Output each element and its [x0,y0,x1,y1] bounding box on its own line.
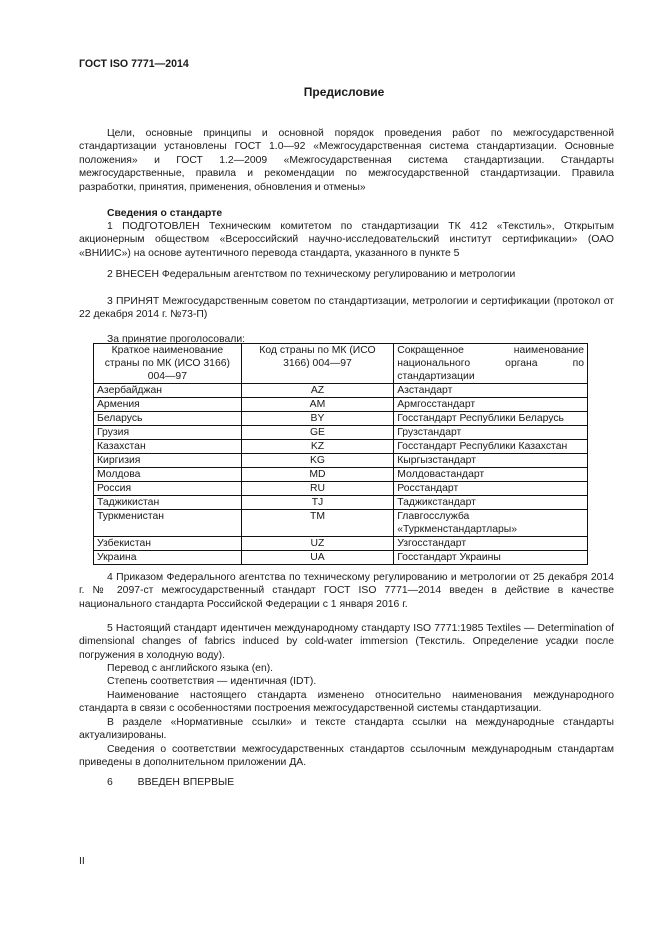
cell-body: Главгосслужба «Туркменстандартлары» [394,510,588,537]
table-row [94,412,588,426]
item-6-text: ВВЕДЕН ВПЕРВЫЕ [137,777,235,788]
cell-body: Росстандарт [394,482,588,496]
cell-country: Туркменистан [94,510,242,537]
item-4: 4 Приказом Федерального агентства по техническому регулированию и метрологии от 25 декабря 2014 г. № 2097-ст межгосударственный стандарт ГОСТ ISO 7771—2014 введен в действие в качестве национального стандарта Российской Федерации с 1 января 2016 г. [79,572,614,610]
cell-country: Узбекистан [94,537,242,551]
cell-country: Армения [94,398,242,412]
header-country: Краткое наименование страны по МК (ИСО 3166) 004—97 [94,344,242,384]
cell-country: Молдова [94,468,242,482]
page-title: Предисловие [303,85,385,99]
table-row [94,537,588,551]
cell-country: Азербайджан [94,384,242,398]
cell-body: Молдовастандарт [394,468,588,482]
cell-country: Россия [94,482,242,496]
table-row [94,551,588,565]
page-number: II [79,856,85,867]
cell-body: Грузстандарт [394,426,588,440]
cell-code: KZ [241,440,394,454]
table-row [94,440,588,454]
cell-body: Азстандарт [394,384,588,398]
table-header-row [94,344,588,384]
cell-body: Кыргызстандарт [394,454,588,468]
cell-code: TJ [241,496,394,510]
cell-body: Армгосстандарт [394,398,588,412]
item-2: 2 ВНЕСЕН Федеральным агентством по техническому регулированию и метрологии [107,269,516,280]
item-6-number: 6 [107,777,113,788]
table-row [94,510,588,537]
table-row [94,426,588,440]
cell-country: Казахстан [94,440,242,454]
item-1: 1 ПОДГОТОВЛЕН Техническим комитетом по стандартизации ТК 412 «Текстиль», Открытым акционерным обществом «Всероссийский научно-исследовательский институт сертификации» (ОАО «ВНИИС») на основе аутентичного перевода стандарта, указанного в пункте 5 [79,221,614,259]
item-5-references: В разделе «Нормативные ссылки» и тексте стандарта ссылки на международные стандарты актуализированы. [79,717,614,742]
document-header: ГОСТ ISO 7771—2014 [79,58,189,70]
intro-paragraph: Цели, основные принципы и основной порядок проведения работ по межгосударственной стандартизации установлены ГОСТ 1.0—92 «Межгосударственная система стандартизации. Основные положения» и ГОСТ 1.2—2009 «Межгосударственная система стандартизации. Стандарты межгосударственные, правила и рекомендации по межгосударственной стандартизации. Правила разработки, принятия, применения, обновления и отмены» [79,128,614,193]
table-row [94,496,588,510]
item-5-translation: Перевод с английского языка (en). [107,663,274,674]
voting-table [93,343,588,565]
item-5: 5 Настоящий стандарт идентичен международному стандарту ISO 7771:1985 Textiles — Determination of dimensional changes of fabrics induced by cold-water immersion (Текстиль. Определение усадки после погружения в холодную воду). [79,623,614,661]
cell-country: Беларусь [94,412,242,426]
cell-body: Госстандарт Республики Беларусь [394,412,588,426]
cell-code: GE [241,426,394,440]
item-6 [107,776,234,789]
item-5-name-change: Наименование настоящего стандарта изменено относительно наименования международного стандарта в связи с особенностями построения межгосударственной системы стандартизации. [79,690,614,715]
cell-code: BY [241,412,394,426]
item-5-appendix: Сведения о соответствии межгосударственных стандартов ссылочным международным стандартам приведены в дополнительном приложении ДА. [79,744,614,769]
vote-label: За принятие проголосовали: [107,334,246,345]
cell-body: Госстандарт Республики Казахстан [394,440,588,454]
cell-country: Таджикистан [94,496,242,510]
cell-code: RU [241,482,394,496]
cell-code: UA [241,551,394,565]
cell-country: Киргизия [94,454,242,468]
header-body: Сокращенное наименование национального органа по стандартизации [394,344,588,384]
table-row [94,468,588,482]
cell-body: Таджикстандарт [394,496,588,510]
item-3: 3 ПРИНЯТ Межгосударственным советом по стандартизации, метрологии и сертификации (протокол от 22 декабря 2014 г. №73-П) [79,296,614,321]
table-row [94,454,588,468]
table-row [94,384,588,398]
cell-code: MD [241,468,394,482]
cell-body: Госстандарт Украины [394,551,588,565]
cell-code: UZ [241,537,394,551]
cell-code: AM [241,398,394,412]
table-row [94,398,588,412]
cell-code: KG [241,454,394,468]
cell-code: TM [241,510,394,537]
header-code: Код страны по МК (ИСО 3166) 004—97 [241,344,394,384]
cell-country: Грузия [94,426,242,440]
cell-country: Украина [94,551,242,565]
info-heading: Сведения о стандарте [107,208,223,219]
cell-body: Узгосстандарт [394,537,588,551]
item-5-degree: Степень соответствия — идентичная (IDT). [107,676,317,687]
table-row [94,482,588,496]
cell-code: AZ [241,384,394,398]
